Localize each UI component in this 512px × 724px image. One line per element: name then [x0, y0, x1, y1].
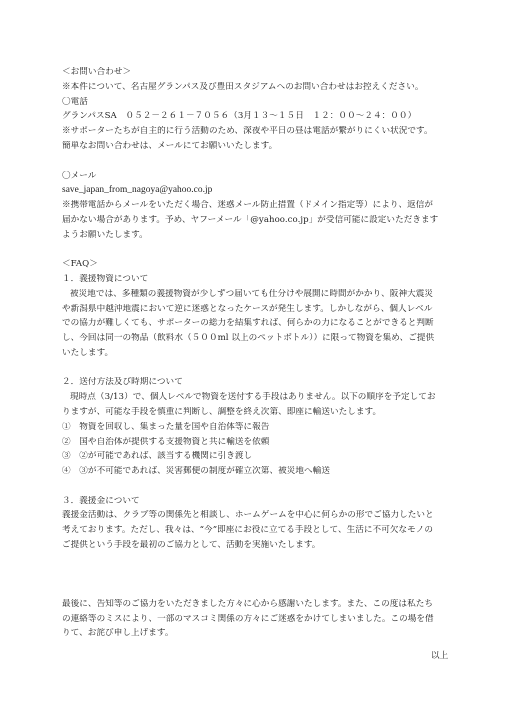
- faq-q1-line: や新潟県中越沖地震において逆に迷惑となったケースが発生します。しかしながら、個人レベル: [62, 304, 433, 314]
- closing-line: の連絡等のミスにより、一部のマスコミ関係の方々にご迷惑をかけてしまいました。この場を借: [62, 614, 434, 624]
- sign-off: 以上: [431, 651, 449, 661]
- phone-heading: 〇電話: [62, 97, 88, 107]
- faq-q1-line: いたします。: [62, 348, 114, 358]
- mail-note-line-2: 届かない場合があります。予め、ヤフーメール「@yahoo.co.jp」が受信可能に設定いただきます: [62, 215, 439, 225]
- faq-q1-line: 被災地では、多種類の義援物資が少しずつ届いても仕分けや展開に時間がかかり、阪神大震災: [70, 289, 434, 299]
- faq-q3-line: 義援金活動は、クラブ等の関係先と相談し、ホームゲームを中心に何らかの形でご協力したいと: [62, 510, 434, 520]
- closing-line: りて、お詫び申し上げます。: [62, 628, 174, 638]
- faq-q2-line: 現時点（3/13）で、個人レベルで物資を送付する手段はありません。以下の順序を予定してお: [70, 392, 436, 402]
- faq-q1-line: での協力が難しくても、サポーターの総力を結集すれば、何らかの力になることができると判断: [62, 318, 434, 328]
- mail-heading: 〇メール: [62, 171, 97, 181]
- faq-q3-line: 考えております。ただし、我々は、“今”即座にお役に立てる手段として、生活に不可欠なモノの: [62, 525, 433, 535]
- faq-q2-step: ② 国や自治体が提供する支援物資と共に輸送を依頼: [62, 437, 270, 447]
- mail-note-line-3: ようお願いたします。: [62, 230, 148, 240]
- mail-note-line-1: ※携帯電話からメールをいただく場合、迷惑メール防止措置（ドメイン指定等）により、返信が: [62, 200, 434, 210]
- mail-address[interactable]: save_japan_from_nagoya@yahoo.co.jp: [62, 185, 213, 195]
- faq-q3-title: ３．義援金について: [62, 496, 140, 506]
- contact-note: ※本件について、名古屋グランパス及び豊田スタジアムへのお問い合わせはお控えください。: [62, 82, 424, 92]
- faq-q2-title: ２．送付方法及び時期について: [62, 377, 183, 387]
- phone-note-line-1: ※サポーターたちが自主的に行う活動のため、深夜や平日の昼は電話が繋がりにくい状況です。: [62, 126, 433, 136]
- faq-q2-step: ① 物資を回収し、集まった量を国や自治体等に報告: [62, 422, 270, 432]
- faq-q2-step: ③ ②が可能であれば、該当する機関に引き渡し: [62, 451, 253, 461]
- contact-heading: ＜お問い合わせ＞: [62, 67, 132, 77]
- phone-note-line-2: 簡単なお問い合わせは、メールにてお願いいたします。: [62, 141, 278, 151]
- faq-q1-line: し、今回は同一の物品（飲料水（５００ml 以上のペットボトル））に限って物資を集め、ご提供: [62, 333, 435, 343]
- closing-line: 最後に、告知等のご協力をいただきました方々に心から感謝いたします。また、この度は私たち: [62, 599, 433, 609]
- phone-number-line: グランパスSA ０５２－２６１－７０５６（3月１３〜１５日 １２：００〜２４：００）: [62, 111, 417, 121]
- faq-q2-line: りますが、可能な手段を慎重に判断し、調整を終え次第、即座に輸送いたします。: [62, 407, 382, 417]
- faq-heading: ＜FAQ＞: [62, 259, 98, 269]
- faq-q1-title: １．義援物資について: [62, 274, 149, 284]
- faq-q3-line: ご提供という手段を最初のご協力として、活動を実施いたします。: [62, 540, 321, 550]
- faq-q2-step: ④ ③が不可能であれば、災害郵便の制度が確立次第、被災地へ輸送: [62, 466, 330, 476]
